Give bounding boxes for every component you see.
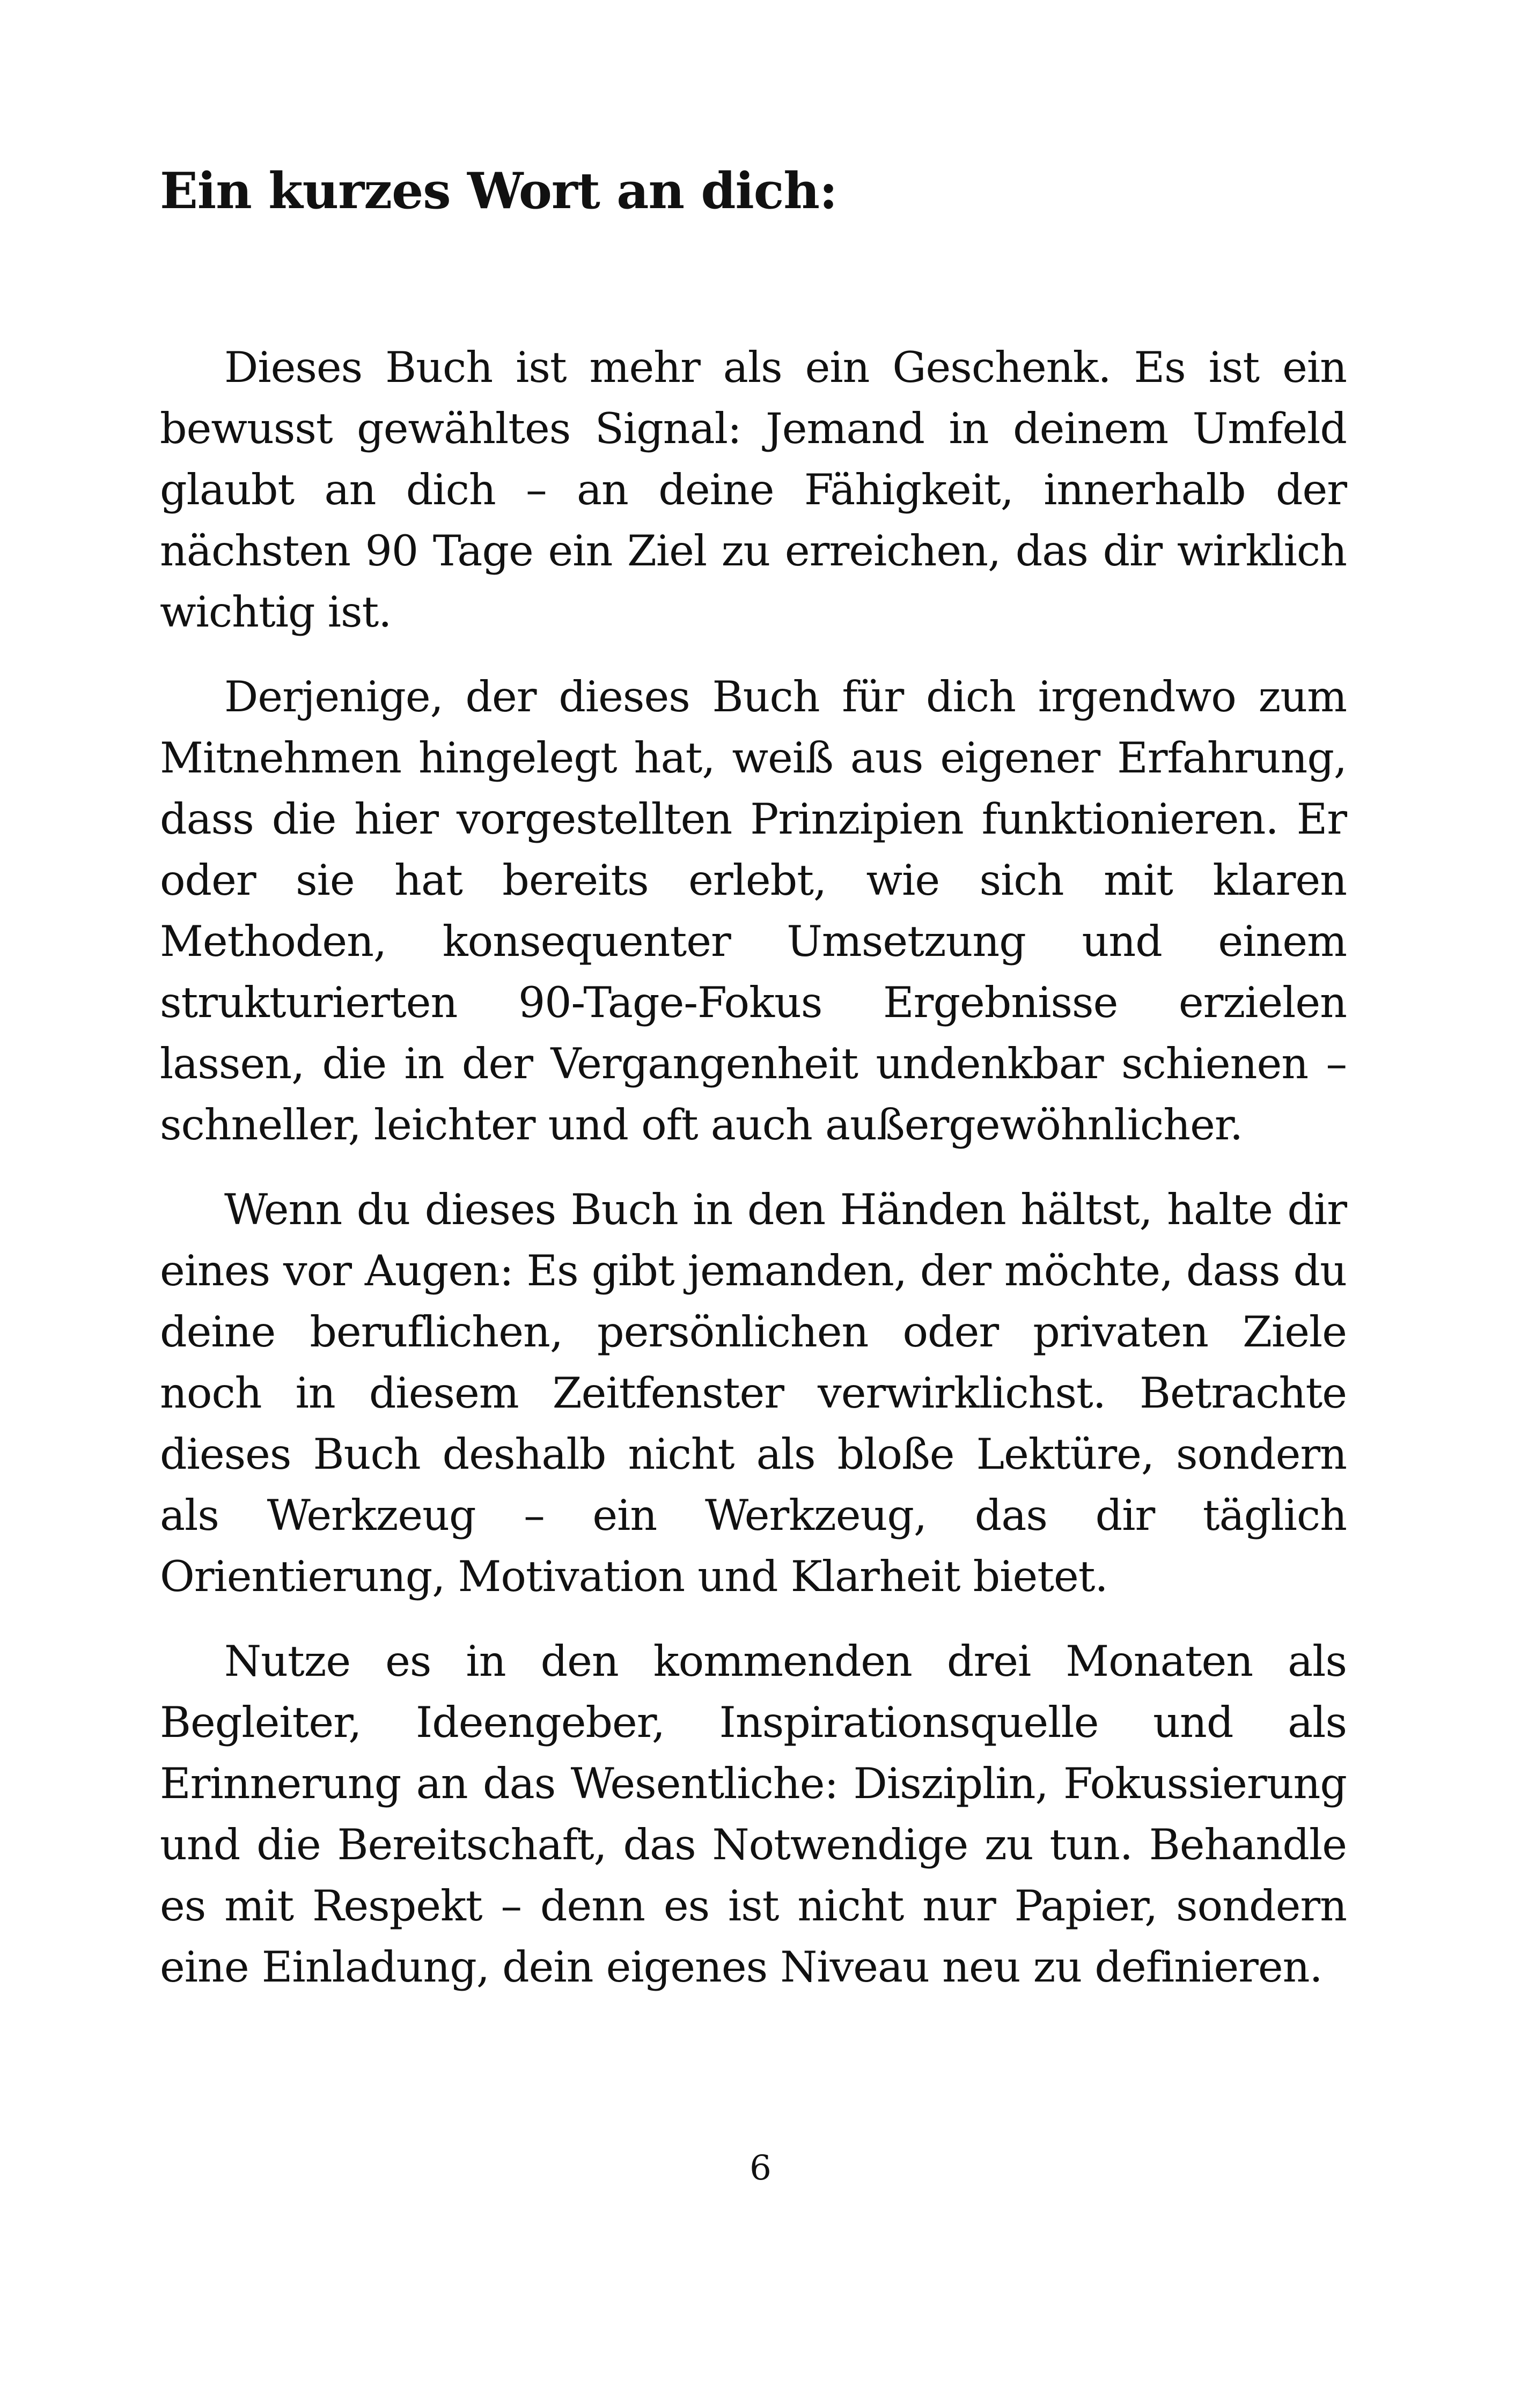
paragraph-companion: Nutze es in den kommenden drei Monaten als Begleiter, Ideengeber, Inspirationsquelle und als Erinnerung an das Wesentliche: Disziplin, Fokussierung und die Bereitschaft, das Notwendige zu tun. Behandle es mit Respekt – denn es ist nicht nur Papier, sondern eine Einladung, dein eigenes Niveau neu zu definieren. [160,1637,1347,1992]
paragraph-tool: Wenn du dieses Buch in den Händen hältst, halte dir eines vor Augen: Es gibt jemanden, der möchte, dass du deine beruflichen, persönlichen oder privaten Ziele noch in diesem Zeitfenster verwirklichst. Betrachte dieses Buch deshalb nicht als bloße Lektüre, sondern als Werkzeug – ein Werkzeug, das dir täglich Orientierung, Motivation und Klarheit bietet. [160,1185,1347,1601]
page-heading: Ein kurzes Wort an dich: [160,161,837,220]
paragraph-gift-signal: Dieses Buch ist mehr als ein Geschenk. Es ist ein bewusst gewähltes Signal: Jemand in deinem Umfeld glaubt an dich – an deine Fähigkeit, innerhalb der nächsten 90 Tage ein Ziel zu erreichen, das dir wirklich wichtig ist. [160,343,1347,637]
page-number: 6 [750,2148,771,2188]
paragraph-experience: Derjenige, der dieses Buch für dich irgendwo zum Mitnehmen hingelegt hat, weiß aus eigener Erfahrung, dass die hier vorgestellten Prinzipien funktionieren. Er oder sie hat bereits erlebt, wie sich mit klaren Methoden, konsequenter Umsetzung und einem strukturierten 90-Tage-Fokus Ergebnisse erzielen lassen, die in der Vergangenheit undenkbar schienen – schneller, leichter und oft auch außergewöhnlicher. [160,672,1347,1150]
body-text [160,337,1347,2021]
